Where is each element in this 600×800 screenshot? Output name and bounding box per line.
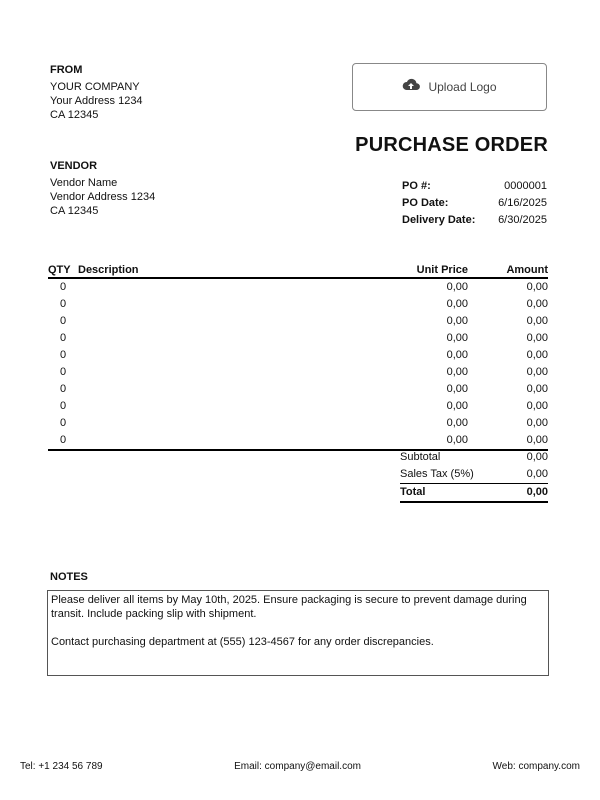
unit-price-cell[interactable]: 0,00 [446,281,468,293]
amount-cell[interactable]: 0,00 [526,383,548,395]
description-cell[interactable] [78,313,348,330]
description-cell[interactable] [78,432,348,450]
delivery-date-value[interactable]: 6/30/2025 [498,214,547,226]
notes-field[interactable] [47,590,549,676]
description-cell[interactable] [78,347,348,364]
qty-cell[interactable]: 0 [59,400,67,412]
notes-label: NOTES [50,571,88,583]
total-row [400,483,548,503]
upload-logo-button[interactable] [352,63,547,111]
table-row [48,381,548,398]
qty-cell[interactable]: 0 [59,281,67,293]
unit-price-cell[interactable]: 0,00 [446,332,468,344]
po-number-row [402,178,547,195]
footer-email: Email: company@email.com [234,761,361,772]
vendor-address[interactable]: Vendor Address 1234 [50,191,156,203]
description-cell[interactable] [78,296,348,313]
po-date-row [402,195,547,212]
vendor-name[interactable]: Vendor Name [50,177,118,189]
amount-cell[interactable]: 0,00 [526,400,548,412]
unit-price-cell[interactable]: 0,00 [446,400,468,412]
unit-price-cell[interactable]: 0,00 [446,383,468,395]
description-cell[interactable] [78,415,348,432]
unit-price-cell[interactable]: 0,00 [446,349,468,361]
table-row [48,296,548,313]
total-value: 0,00 [526,486,548,498]
table-row [48,415,548,432]
subtotal-value: 0,00 [526,451,548,463]
amount-cell[interactable]: 0,00 [526,366,548,378]
footer-web: Web: company.com [492,761,580,772]
table-row [48,278,548,296]
totals-section [400,449,548,503]
delivery-date-label: Delivery Date: [402,214,476,226]
sales-tax-label: Sales Tax (5%) [400,468,474,480]
from-city[interactable]: CA 12345 [50,109,99,121]
qty-header: QTY [48,263,78,278]
description-cell[interactable] [78,398,348,415]
qty-cell[interactable]: 0 [59,332,67,344]
amount-cell[interactable]: 0,00 [526,349,548,361]
qty-cell[interactable]: 0 [59,366,67,378]
from-address[interactable]: Your Address 1234 [50,95,143,107]
document-title: PURCHASE ORDER [355,134,548,156]
subtotal-label: Subtotal [400,451,441,463]
items-header-row [48,263,548,278]
po-date-label: PO Date: [402,197,449,209]
sales-tax-row [400,466,548,483]
amount-cell[interactable]: 0,00 [526,281,548,293]
amount-cell[interactable]: 0,00 [526,332,548,344]
unit-price-cell[interactable]: 0,00 [446,366,468,378]
po-number-label: PO #: [402,180,431,192]
notes-paragraph-2: Contact purchasing department at (555) 123-4567 for any order discrepancies. [51,636,434,648]
table-row [48,432,548,450]
description-cell[interactable] [78,278,348,296]
description-cell[interactable] [78,381,348,398]
table-row [48,330,548,347]
qty-cell[interactable]: 0 [59,383,67,395]
amount-cell[interactable]: 0,00 [526,315,548,327]
from-company[interactable]: YOUR COMPANY [50,81,140,93]
unit-price-cell[interactable]: 0,00 [446,298,468,310]
amount-cell[interactable]: 0,00 [526,298,548,310]
footer-tel: Tel: +1 234 56 789 [20,761,103,772]
footer [20,761,580,772]
subtotal-row [400,449,548,466]
vendor-section [50,160,250,218]
notes-paragraph-1: Please deliver all items by May 10th, 2025. Ensure packaging is secure to prevent damage during transit. Include packing slip with shipment. [51,594,527,620]
qty-cell[interactable]: 0 [59,349,67,361]
total-label: Total [400,486,426,498]
description-header: Description [78,263,348,278]
from-label: FROM [50,64,83,76]
unit-price-cell[interactable]: 0,00 [348,432,468,450]
qty-cell[interactable]: 0 [59,315,67,327]
qty-cell[interactable]: 0 [59,417,67,429]
unit-price-header: Unit Price [348,263,468,278]
items-table [48,263,548,451]
sales-tax-value: 0,00 [526,468,548,480]
amount-cell[interactable]: 0,00 [526,417,548,429]
vendor-label: VENDOR [50,160,98,172]
po-number-value[interactable]: 0000001 [504,180,547,192]
vendor-city[interactable]: CA 12345 [50,205,99,217]
upload-logo-label: Upload Logo [428,80,497,94]
table-row [48,364,548,381]
po-meta [402,178,547,229]
description-cell[interactable] [78,330,348,347]
delivery-date-row [402,212,547,229]
unit-price-cell[interactable]: 0,00 [446,417,468,429]
amount-header: Amount [468,263,548,278]
description-cell[interactable] [78,364,348,381]
amount-cell[interactable]: 0,00 [468,432,548,450]
from-section [50,64,250,122]
table-row [48,313,548,330]
table-row [48,398,548,415]
qty-cell[interactable]: 0 [59,298,67,310]
table-row [48,347,548,364]
po-date-value[interactable]: 6/16/2025 [498,197,547,209]
qty-cell[interactable]: 0 [48,432,78,450]
unit-price-cell[interactable]: 0,00 [446,315,468,327]
cloud-upload-icon [402,78,420,97]
